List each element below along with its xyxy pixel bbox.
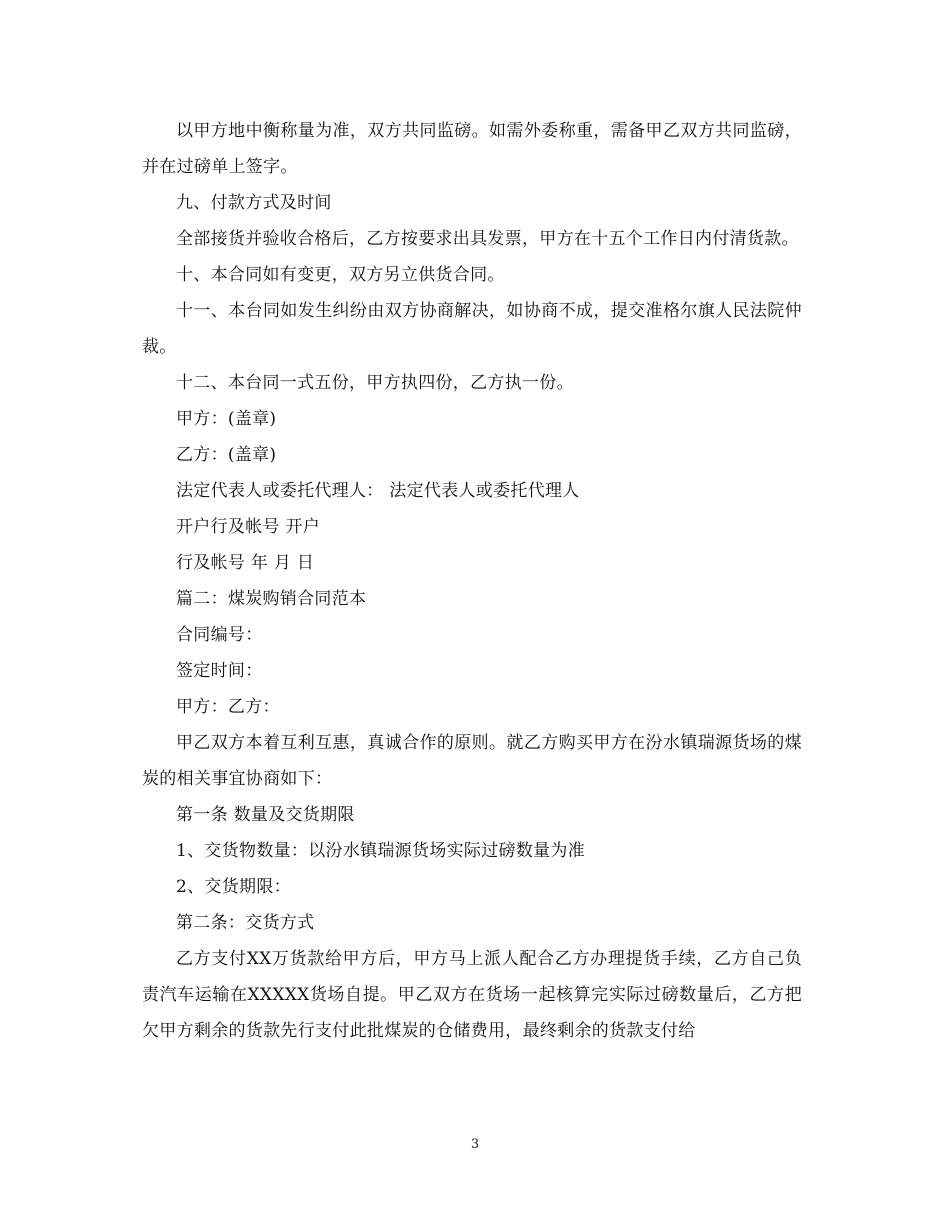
bank-account-line-2: 行及帐号 年 月 日 (176, 553, 315, 573)
contract-number: 合同编号： (176, 625, 263, 645)
bank-account-line-1: 开户行及帐号 开户 (176, 517, 321, 537)
clause-eleven: 十一、本台同如发生纠纷由双方协商解决，如协商不成，提交准格尔旗人民法院仲裁。 (142, 301, 802, 357)
clause-twelve: 十二、本台同一式五份，甲方执四份，乙方执一份。 (176, 373, 574, 393)
article-two-title: 第二条：交货方式 (176, 913, 315, 933)
signing-time: 签定时间： (176, 661, 263, 681)
paragraph-principle: 甲乙双方本着互利互惠，真诚合作的原则。就乙方购买甲方在汾水镇瑞源货场的煤炭的相关事宜协商如下： (142, 733, 802, 789)
party-b-seal: 乙方：(盖章) (176, 445, 277, 465)
paragraph-weighing: 以甲方地中衡称量为准，双方共同监磅。如需外委称重，需备甲乙双方共同监磅，并在过磅单上签字。 (142, 121, 802, 177)
paragraph-delivery: 乙方支付XX万货款给甲方后，甲方马上派人配合乙方办理提货手续，乙方自己负责汽车运输在XXXXX货场自提。甲乙双方在货场一起核算完实际过磅数量后，乙方把欠甲方剩余的货款先行支付此批煤炭的仓储费用，最终剩余的货款支付给 (142, 949, 802, 1041)
parties: 甲方：乙方： (176, 697, 280, 717)
article-one-item-2: 2、交货期限： (176, 877, 291, 897)
paragraph-payment: 全部接货并验收合格后，乙方按要求出具发票，甲方在十五个工作日内付清货款。 (176, 229, 799, 249)
clause-ten: 十、本合同如有变更，双方另立供货合同。 (176, 265, 505, 285)
article-one-item-1: 1、交货物数量：以汾水镇瑞源货场实际过磅数量为准 (176, 841, 586, 861)
party-a-seal: 甲方：(盖章) (176, 409, 277, 429)
legal-representative: 法定代表人或委托代理人： 法定代表人或委托代理人 (176, 481, 580, 501)
page-number: 3 (470, 1137, 480, 1152)
section-two-title: 篇二：煤炭购销合同范本 (176, 589, 367, 609)
heading-payment: 九、付款方式及时间 (176, 193, 332, 213)
article-one-title: 第一条 数量及交货期限 (176, 805, 355, 825)
document-body (142, 113, 802, 1049)
